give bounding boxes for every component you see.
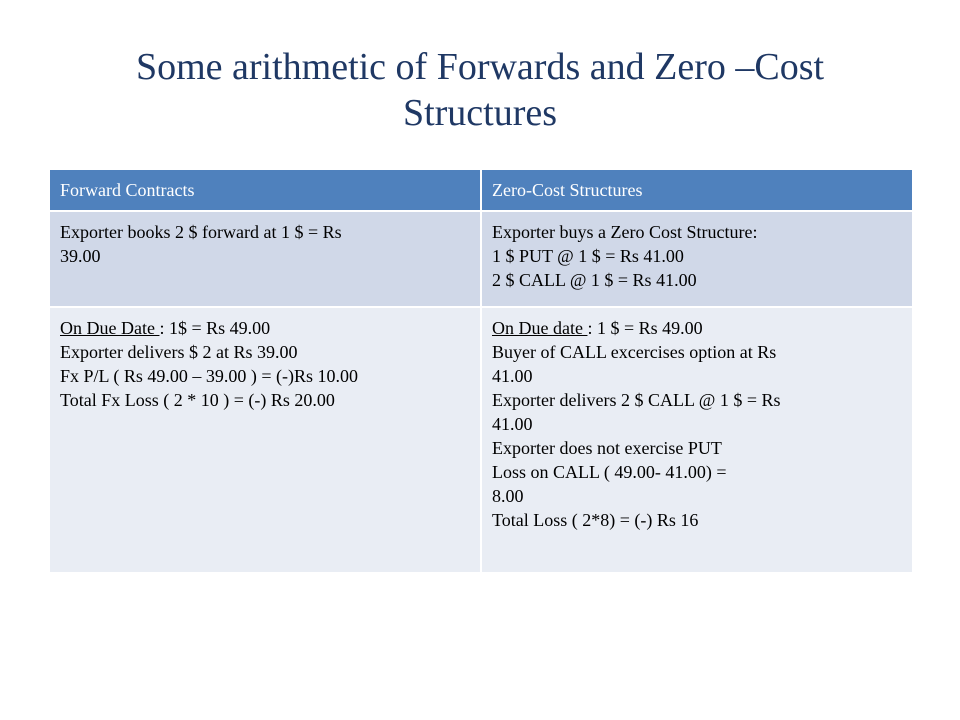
comparison-table (48, 168, 914, 574)
cell-line: 2 $ CALL @ 1 $ = Rs 41.00 (492, 270, 697, 290)
cell-line (60, 316, 470, 340)
cell-line: 41.00 (492, 366, 533, 386)
due-date-rate: : 1 $ = Rs 49.00 (587, 318, 703, 338)
table-row (49, 211, 913, 307)
cell-line (492, 316, 902, 340)
slide-title (60, 44, 900, 136)
cell-line: Exporter delivers $ 2 at Rs 39.00 (60, 342, 298, 362)
cell-line: 39.00 (60, 246, 101, 266)
cell-line: Exporter books 2 $ forward at 1 $ = Rs (60, 222, 342, 242)
cell-line: Total Loss ( 2*8) = (-) Rs 16 (492, 510, 699, 530)
header-zero-cost-structures: Zero-Cost Structures (481, 169, 913, 211)
cell-line: Exporter does not exercise PUT (492, 438, 722, 458)
zero-cost-due-date-cell (481, 307, 913, 573)
table-header-row (49, 169, 913, 211)
cell-line: 41.00 (492, 414, 533, 434)
cell-line: Exporter delivers 2 $ CALL @ 1 $ = Rs (492, 390, 781, 410)
cell-line: 8.00 (492, 486, 524, 506)
cell-line: 1 $ PUT @ 1 $ = Rs 41.00 (492, 246, 684, 266)
due-date-label: On Due Date (60, 318, 160, 338)
slide-title-line-2: Structures (402, 92, 558, 134)
header-forward-contracts: Forward Contracts (49, 169, 481, 211)
slide-title-line-1: Some arithmetic of Forwards and Zero –Cost (135, 46, 825, 88)
cell-line: Total Fx Loss ( 2 * 10 ) = (-) Rs 20.00 (60, 390, 335, 410)
cell-line: Fx P/L ( Rs 49.00 – 39.00 ) = (-)Rs 10.00 (60, 366, 358, 386)
zero-cost-booking-cell (481, 211, 913, 307)
forward-due-date-cell (49, 307, 481, 573)
due-date-rate: : 1$ = Rs 49.00 (159, 318, 271, 338)
table-row (49, 307, 913, 573)
forward-booking-cell (49, 211, 481, 307)
cell-line: Loss on CALL ( 49.00- 41.00) = (492, 462, 727, 482)
due-date-label: On Due date (492, 318, 588, 338)
cell-line: Buyer of CALL excercises option at Rs (492, 342, 777, 362)
cell-line: Exporter buys a Zero Cost Structure: (492, 222, 758, 242)
